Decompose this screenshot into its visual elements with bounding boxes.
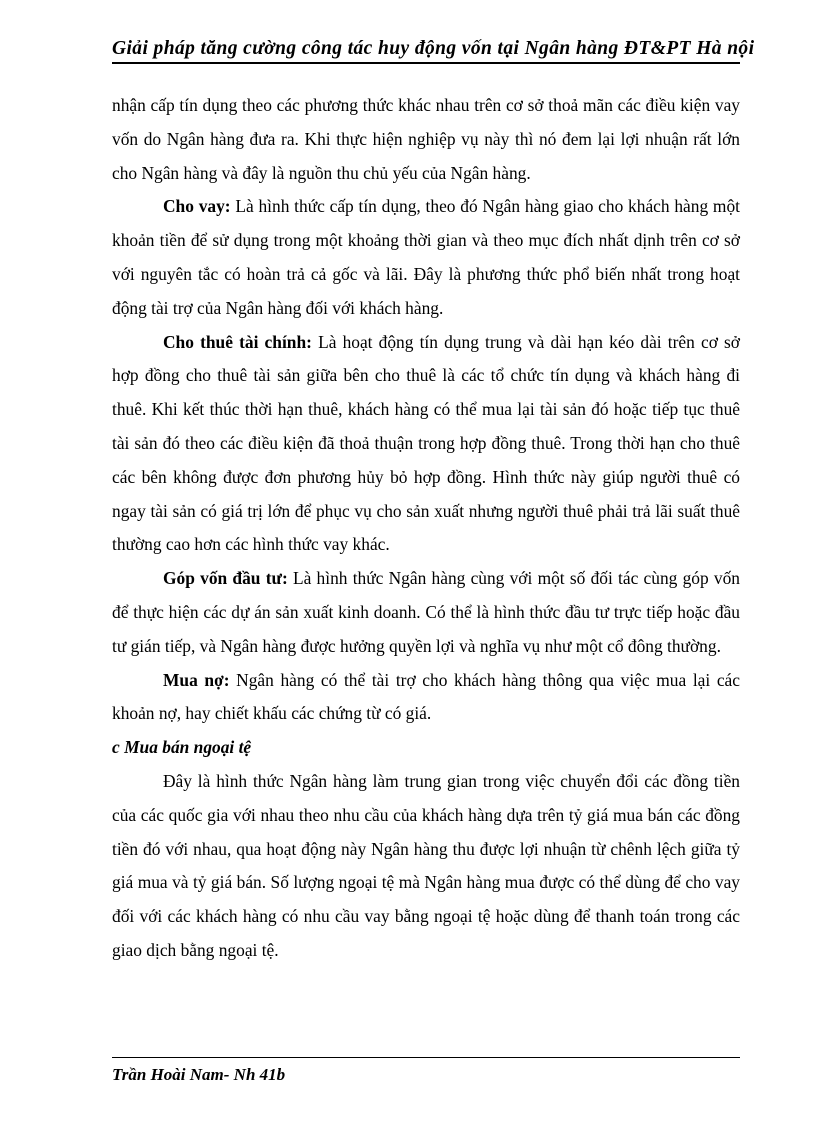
paragraph-cho-thue-tai-chinh-text: Là hoạt động tín dụng trung và dài hạn kéo dài trên cơ sở hợp đồng cho thuê tài sản giữa bên cho thuê là các tổ chức tín dụng và khách hàng đi thuê. Khi kết thúc thời hạn thuê, khách hàng có thể mua lại tài sản đó hoặc tiếp tục thuê tài sản đó theo các điều kiện đã thoả thuận trong hợp đồng thuê. Trong thời hạn cho thuê các bên không được đơn phương hủy bỏ hợp đồng. Hình thức này giúp người thuê có ngay tài sản có giá trị lớn để phục vụ cho sản xuất nhưng người thuê phải trả lãi suất thuê thường cao hơn các hình thức vay khác. xyxy=(112,331,741,555)
paragraph-gop-von-dau-tu xyxy=(112,562,740,663)
paragraph-cho-vay-text: Là hình thức cấp tín dụng, theo đó Ngân hàng giao cho khách hàng một khoản tiền để sử dụng trong một khoảng thời gian và theo mục đích nhất dịnh trên cơ sở với nguyên tắc có hoàn trả cả gốc và lãi. Đây là phương thức phổ biến nhất trong hoạt động tài trợ của Ngân hàng đối với khách hàng. xyxy=(112,196,740,318)
section-heading: c Mua bán ngoại tệ xyxy=(112,737,252,758)
term-cho-thue-tai-chinh: Cho thuê tài chính: xyxy=(163,331,312,352)
paragraph-cho-thue-tai-chinh xyxy=(112,326,740,563)
page-header: Giải pháp tăng cường công tác huy động vốn tại Ngân hàng ĐT&PT Hà nội xyxy=(112,36,740,64)
paragraph-mua-no xyxy=(112,664,740,732)
paragraph-gop-von-dau-tu-text: Là hình thức Ngân hàng cùng với một số đối tác cùng góp vốn để thực hiện các dự án sản xuất kinh doanh. Có thể là hình thức đầu tư trực tiếp hoặc đầu tư gián tiếp, và Ngân hàng được hưởng quyền lợi và nghĩa vụ như một cổ đông thường. xyxy=(112,568,740,656)
paragraph-credit-intro: nhận cấp tín dụng theo các phương thức khác nhau trên cơ sở thoả mãn các điều kiện vay vốn do Ngân hàng đưa ra. Khi thực hiện nghiệp vụ này thì nó đem lại lợi nhuận rất lớn cho Ngân hàng và đây là nguồn thu chủ yếu của Ngân hàng. xyxy=(112,95,740,183)
page-footer: Trần Hoài Nam- Nh 41b xyxy=(112,1057,740,1086)
term-cho-vay: Cho vay: xyxy=(163,196,231,217)
term-mua-no: Mua nợ: xyxy=(163,669,230,690)
paragraph-mua-no-text: Ngân hàng có thể tài trợ cho khách hàng thông qua việc mua lại các khoản nợ, hay chiết khấu các chứng từ có giá. xyxy=(112,669,740,724)
paragraph-mua-ban-ngoai-te: Đây là hình thức Ngân hàng làm trung gian trong việc chuyển đổi các đồng tiền của các quốc gia với nhau theo nhu cầu của khách hàng dựa trên tỷ giá mua bán các đồng tiền đó với nhau, qua hoạt động này Ngân hàng thu được lợi nhuận từ chênh lệch giữa tỷ giá mua và tỷ giá bán. Số lượng ngoại tệ mà Ngân hàng mua được có thể dùng để cho vay đối với các khách hàng có nhu cầu vay bằng ngoại tệ hoặc dùng để thanh toán trong các giao dịch bằng ngoại tệ. xyxy=(112,770,740,960)
paragraph-cho-vay xyxy=(112,190,740,325)
term-gop-von-dau-tu: Góp vốn đầu tư: xyxy=(163,568,288,589)
document-body xyxy=(112,89,740,968)
